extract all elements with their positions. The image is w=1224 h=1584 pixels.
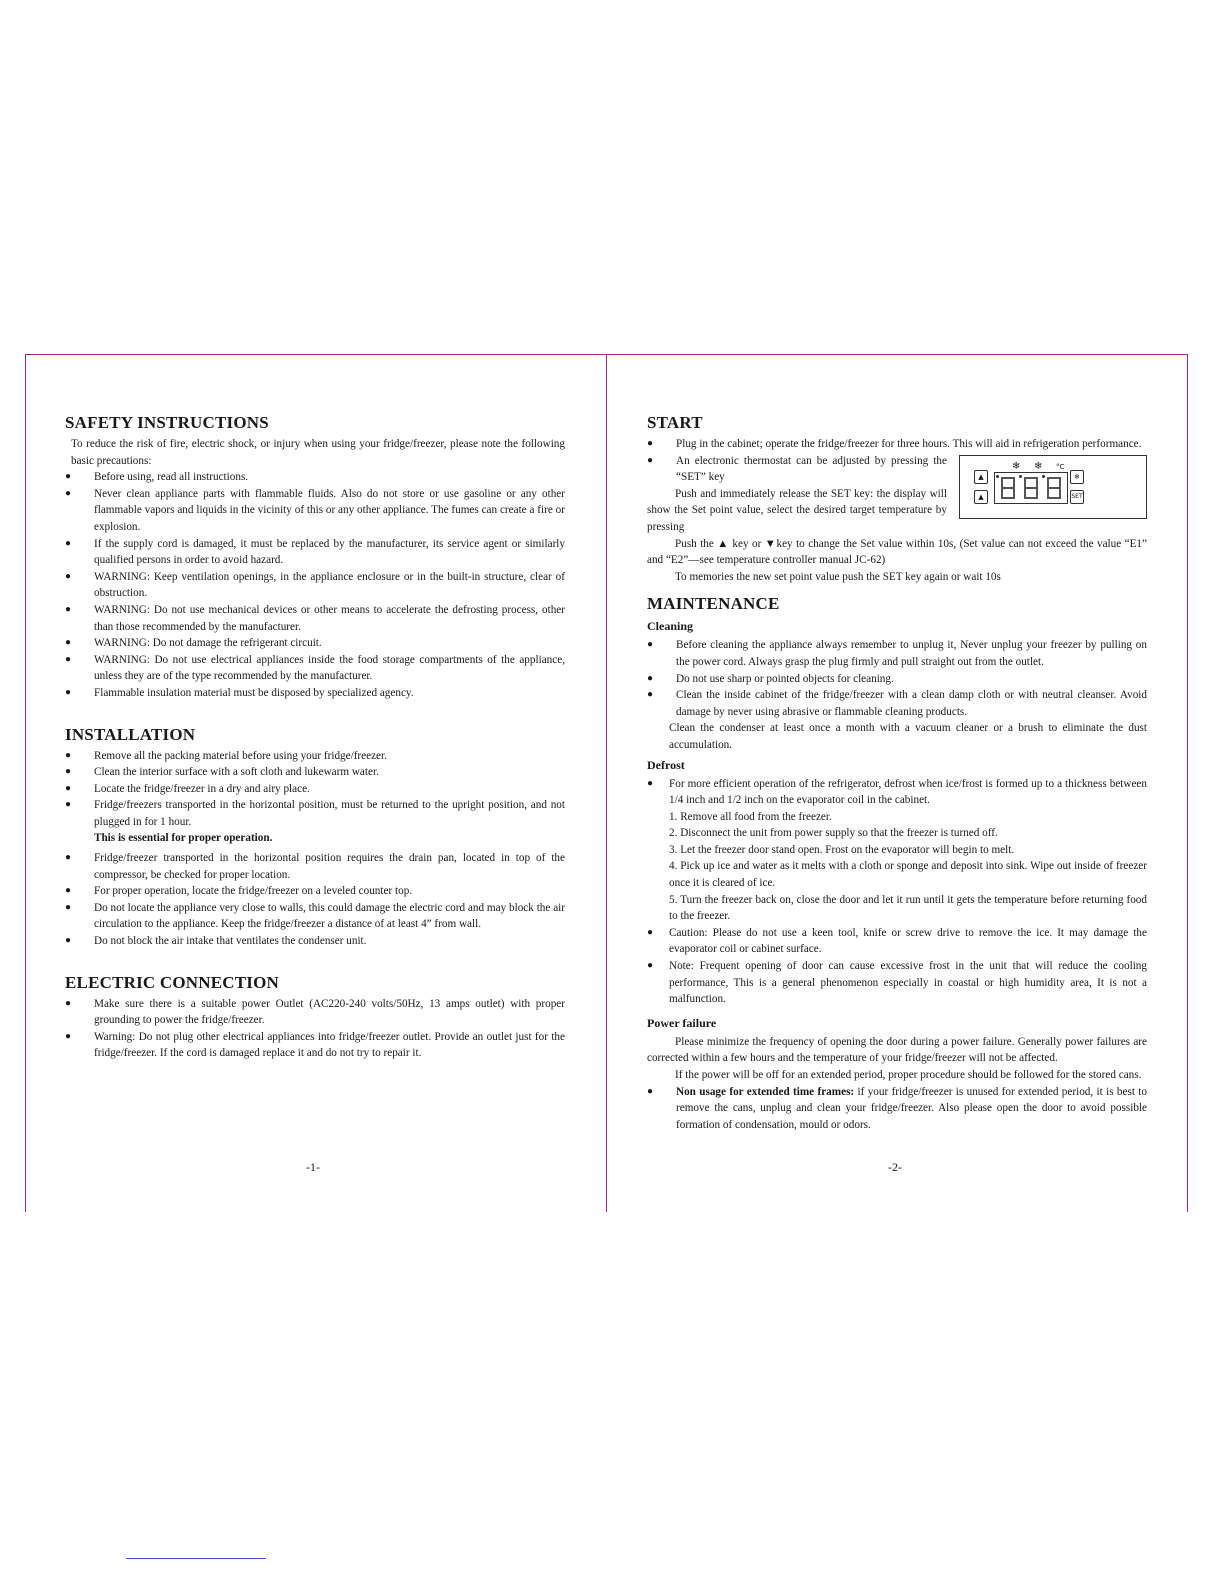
up-arrow-icon: ▲ — [974, 470, 988, 484]
list-item — [647, 1084, 1147, 1134]
defrost-step: 1. Remove all food from the freezer. — [669, 810, 832, 823]
page-1 — [65, 412, 565, 1062]
list-item: ● Fridge/freezer transported in the horizontal position requires the drain pan, located in top of the compressor, be checked for proper location. — [65, 850, 565, 883]
defrost-notes — [647, 925, 1147, 1008]
list-item: ● WARNING: Do not use mechanical devices or other means to accelerate the defrosting process, other than those recommended by the manufacturer. — [65, 602, 565, 635]
electric-list — [65, 996, 565, 1062]
maintenance-title: MAINTENANCE — [647, 594, 780, 614]
power-failure-title: Power failure — [647, 1015, 717, 1030]
page-divider — [606, 354, 607, 1212]
safety-list — [65, 469, 565, 701]
up-arrow-icon: ▲ — [974, 490, 988, 504]
nonusage-list — [647, 1084, 1147, 1134]
defrost-step: 3. Let the freezer door stand open. Frost on the evaporator will begin to melt. — [669, 843, 1015, 856]
nonusage-text: if your fridge/freezer is unused for extended period, it is best to remove the cans, unplug and clean your fridge/freezer. Also please open the door to avoid possible formation of condensation, mould or odors. — [676, 1085, 1148, 1131]
cleaning-list — [647, 637, 1147, 720]
essential-note: This is essential for proper operation. — [94, 832, 273, 845]
power-para-2: If the power will be off for an extended period, proper procedure should be followed for the stored cans. — [675, 1069, 1142, 1081]
cleaning-title: Cleaning — [647, 619, 694, 634]
list-item: ● Never clean appliance parts with flammable fluids. Also do not store or use gasoline or any other flammable vapors and liquids in the vicinity of this or any other appliance. The fumes can create a fire or explosion. — [65, 486, 565, 536]
page-number-2: -2- — [888, 1160, 902, 1174]
list-item: ● Caution: Please do not use a keen tool, knife or screw drive to remove the ice. It may damage the evaporator coil or cabinet surface. — [647, 925, 1147, 958]
list-item: ● An electronic thermostat can be adjusted by pressing the “SET” key — [647, 453, 1147, 486]
list-item: ● Warning: Do not plug other electrical appliances into fridge/freezer outlet. Provide an outlet just for the fridge/freezer. If the cord is damaged replace it and do not try to repair it. — [65, 1029, 565, 1062]
installation-list-a — [65, 748, 565, 831]
list-item: ● WARNING: Do not use electrical appliances inside the food storage compartments of the appliance, unless they are of the type recommended by the manufacturer. — [65, 652, 565, 685]
celsius-unit: °C — [1056, 462, 1065, 471]
safety-intro: To reduce the risk of fire, electric shock, or injury when using your fridge/freezer, please note the following basic precautions: — [71, 438, 565, 467]
power-para-1: Please minimize the frequency of opening the door during a power failure. Generally power failures are corrected within a few hours and the temperature of your fridge/freezer will not be affected. — [647, 1035, 1147, 1065]
list-item: ● For proper operation, locate the fridge/freezer on a leveled counter top. — [65, 883, 565, 900]
page-2 — [647, 412, 1147, 1133]
snowflake-icon: ❄ — [1070, 470, 1084, 484]
list-item: ● Clean the inside cabinet of the fridge/freezer with a clean damp cloth or with neutral cleanser. Avoid damage by never using abrasive or flammable cleaning products. — [647, 687, 1147, 720]
start-para-3: To memories the new set point value push the SET key again or wait 10s — [675, 570, 1001, 583]
defrost-title: Defrost — [647, 757, 685, 772]
page-number-1: -1- — [306, 1160, 320, 1174]
installation-list-b — [65, 850, 565, 950]
list-item: ● Remove all the packing material before using your fridge/freezer. — [65, 748, 565, 765]
list-item: ● Before using, read all instructions. — [65, 469, 565, 486]
snowflake-icon: ❄ — [1034, 460, 1043, 472]
condenser-note: Clean the condenser at least once a month with a vacuum cleaner or a brush to eliminate the dust accumulation. — [669, 722, 1147, 751]
list-item: ● Clean the interior surface with a soft cloth and lukewarm water. — [65, 764, 565, 781]
list-item: ● Fridge/freezers transported in the horizontal position, must be returned to the upright position, and not plugged in for 1 hour. — [65, 797, 565, 830]
page-frame-left — [25, 354, 26, 1212]
nonusage-heading: Non usage for extended time frames: — [676, 1085, 855, 1098]
list-item: ● For more efficient operation of the refrigerator, defrost when ice/frost is formed up to a thickness between 1/4 inch and 1/2 inch on the evaporator coil in the cabinet. — [647, 776, 1147, 809]
start-title: START — [647, 413, 703, 432]
list-item: ● WARNING: Keep ventilation openings, in the appliance enclosure or in the built-in structure, clear of obstruction. — [65, 569, 565, 602]
safety-title: SAFETY INSTRUCTIONS — [65, 413, 269, 432]
start-para-2: Push the ▲ key or ▼key to change the Set value within 10s, (Set value can not exceed the value “E1” and “E2”—see temperature controller manual JC-62) — [647, 537, 1147, 567]
list-item: ● Note: Frequent opening of door can cause excessive frost in the unit that will reduce the cooling performance, This is a general phenomenon especially in coastal or high humidity area, It is not a malfunction. — [647, 958, 1147, 1008]
set-key: SET — [1070, 490, 1084, 504]
list-item: ● WARNING: Do not damage the refrigerant circuit. — [65, 635, 565, 652]
list-item: ● Do not use sharp or pointed objects for cleaning. — [647, 671, 1147, 688]
start-para-1: Push and immediately release the SET key: the display will show the Set point value, select the desired target temperature by pressing — [647, 487, 947, 533]
link-underline — [126, 1558, 266, 1559]
defrost-step: 2. Disconnect the unit from power supply so that the freezer is turned off. — [669, 827, 998, 840]
list-item: ● Locate the fridge/freezer in a dry and airy place. — [65, 781, 565, 798]
defrost-step: 4. Pick up ice and water as it melts with a cloth or sponge and deposit into sink. Wipe out inside of freezer once it is cleared of ice. — [669, 860, 1147, 890]
defrost-list — [647, 776, 1147, 809]
start-list-2 — [647, 453, 1147, 486]
list-item: ● Flammable insulation material must be disposed by specialized agency. — [65, 685, 565, 702]
list-item: ● Before cleaning the appliance always remember to unplug it, Never unplug your freezer by pulling on the power cord. Always grasp the plug firmly and pull straight out from the outlet. — [647, 637, 1147, 670]
list-item: ● If the supply cord is damaged, it must be replaced by the manufacturer, its service agent or similarly qualified persons in order to avoid hazard. — [65, 536, 565, 569]
snowflake-icon: ❄ — [1012, 460, 1021, 472]
defrost-step: 5. Turn the freezer back on, close the door and let it run until it gets the temperature before returning food to the freezer. — [669, 893, 1147, 923]
list-item: ● Do not locate the appliance very close to walls, this could damage the electric cord and may block the air circulation to the appliance. Keep the fridge/freezer a distance of at least 4” from wall. — [65, 900, 565, 933]
electric-title: ELECTRIC CONNECTION — [65, 972, 279, 992]
list-item: ● Plug in the cabinet; operate the fridge/freezer for three hours. This will aid in refrigeration performance. — [647, 436, 1147, 453]
installation-title: INSTALLATION — [65, 724, 196, 744]
page-frame-right — [1187, 354, 1188, 1212]
start-list — [647, 436, 1147, 453]
list-item: ● Make sure there is a suitable power Outlet (AC220-240 volts/50Hz, 13 amps outlet) with proper grounding to power the fridge/freezer. — [65, 996, 565, 1029]
list-item: ● Do not block the air intake that ventilates the condenser unit. — [65, 933, 565, 950]
